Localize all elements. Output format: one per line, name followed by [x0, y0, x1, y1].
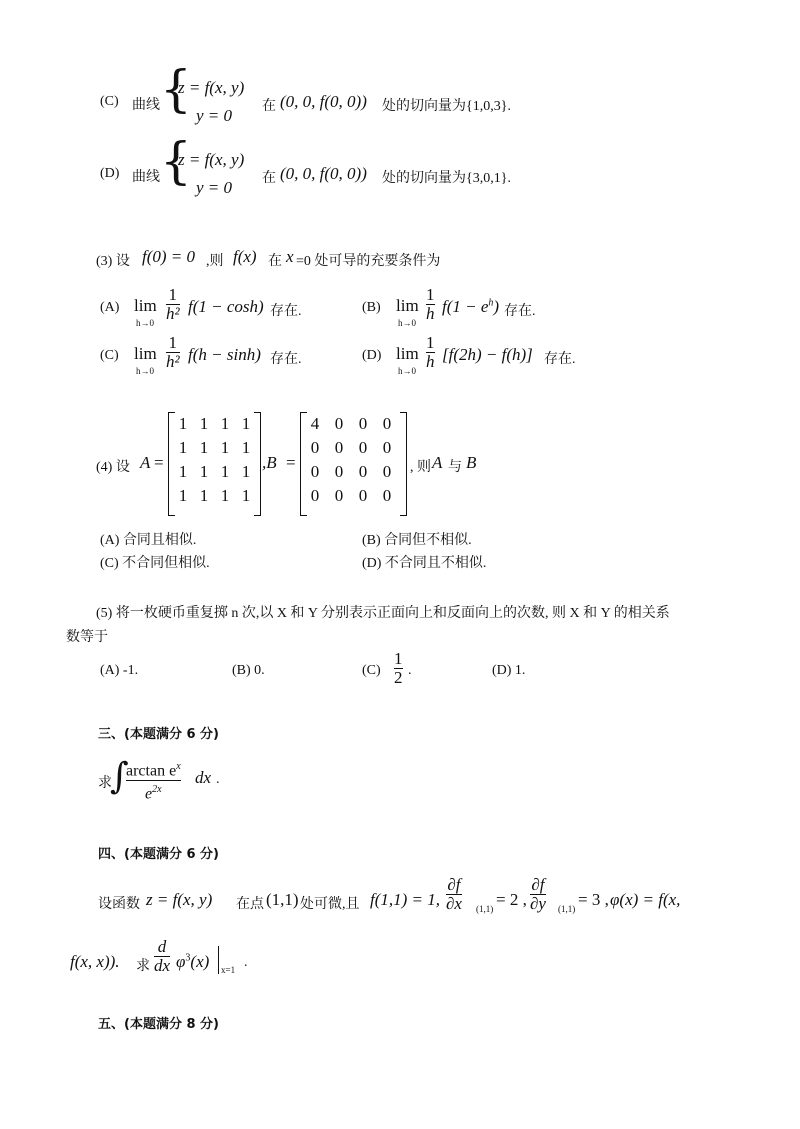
matrix-cell: 0	[334, 438, 344, 457]
matrix-cell: 0	[334, 462, 344, 481]
sec4-l1f: f(1,1) = 1,	[370, 890, 441, 909]
q5-option-b: (B) 0.	[232, 663, 265, 678]
q4-tail: , 则	[410, 460, 431, 475]
q3a-label: (A)	[100, 300, 120, 315]
section-4-title: 四、(本题满分 6 分)	[98, 847, 219, 862]
option-c-label: (C)	[100, 94, 119, 109]
option-c-at: 在	[262, 99, 276, 114]
matrix-cell: 1	[220, 438, 230, 457]
q5-line2: 数等于	[66, 630, 108, 645]
q3b-label: (B)	[362, 300, 381, 315]
matrix-cell: 0	[358, 462, 368, 481]
q3c-body: f(h − sinh)	[188, 345, 261, 364]
q4-eq2: =	[286, 453, 296, 472]
option-c-tail: 处的切向量为{1,0,3}.	[382, 99, 511, 114]
option-c-point: (0, 0, f(0, 0))	[280, 92, 367, 111]
q3d-label: (D)	[362, 348, 382, 363]
sec4-partial-x: $\frac{\partial f}{\partial x}$	[446, 875, 462, 913]
option-d-point: (0, 0, f(0, 0))	[280, 164, 367, 183]
sec4-l2b: 求	[136, 959, 150, 974]
matrix-cell: 0	[358, 486, 368, 505]
option-d-label: (D)	[100, 166, 120, 181]
matrix-cell: 1	[178, 438, 188, 457]
q4-a2: A	[432, 453, 443, 472]
matrix-cell: 0	[334, 486, 344, 505]
option-d-curve: 曲线	[132, 170, 160, 185]
q3a-body: f(1 − cosh)	[188, 297, 264, 316]
matrix-cell: 1	[178, 486, 188, 505]
q3d-tail: 存在.	[544, 352, 576, 367]
integral-sign: ∫	[110, 756, 129, 797]
left-brace: {	[160, 132, 192, 190]
matrix-cell: 1	[220, 414, 230, 433]
matrix-cell: 1	[199, 414, 209, 433]
q3b-lim-sub: h→0	[398, 318, 416, 328]
q3c-label: (C)	[100, 348, 119, 363]
sec4-phi-def: φ(x) = f(x,	[610, 890, 681, 909]
matrix-cell: 1	[220, 462, 230, 481]
q4-eq: =	[154, 453, 164, 472]
sec4-phi-cube: $\varphi^3(x)$	[176, 952, 210, 971]
option-d-eq1: z = f(x, y)	[178, 150, 245, 169]
option-c-eq2: y = 0	[196, 106, 233, 125]
q3b-lim: lim	[396, 296, 419, 315]
q3b-body: $f(1 - e^h)$	[442, 297, 500, 316]
q5-option-d: (D) 1.	[492, 663, 526, 678]
q3-tail: =0 处可导的充要条件为	[296, 254, 441, 269]
sec4-l1e: 处可微,且	[300, 897, 360, 912]
q3-x: x	[286, 247, 294, 266]
sec4-derivative: $\frac{d}{dx}$	[154, 937, 171, 975]
q5-option-c-fraction: $\frac{1}{2}$	[394, 649, 403, 687]
sec3-dx: dx	[195, 768, 212, 787]
sec4-l1a: 设函数	[98, 897, 140, 912]
q4-option-a: (A) 合同且相似.	[100, 533, 197, 548]
matrix-cell: 0	[358, 414, 368, 433]
sec4-l1c: 在点	[236, 897, 264, 912]
left-brace: {	[160, 60, 192, 118]
matrix-cell: 0	[382, 438, 392, 457]
sec4-partial-y-value: = 3 ,	[578, 890, 609, 909]
matrix-cell: 1	[241, 438, 251, 457]
q3b-fraction: $\frac{1}{h}$	[426, 285, 435, 323]
option-d-tail: 处的切向量为{3,0,1}.	[382, 171, 511, 186]
sec4-end: .	[244, 955, 248, 970]
q3d-lim: lim	[396, 344, 419, 363]
matrix-cell: 0	[310, 438, 320, 457]
evaluation-bar	[218, 946, 219, 974]
matrix-cell: 1	[241, 414, 251, 433]
matrix-cell: 0	[382, 486, 392, 505]
sec3-end: .	[216, 772, 220, 787]
q3-at: 在	[268, 254, 282, 269]
sec3-fraction: $\frac{\arctan e^x}{e^{2x}}$	[126, 761, 181, 803]
q3-fx: f(x)	[233, 247, 257, 266]
q3c-lim-sub: h→0	[136, 366, 154, 376]
sec4-l1b: z = f(x, y)	[146, 890, 213, 909]
q5-option-c-label: (C)	[362, 663, 381, 678]
matrix-cell: 1	[199, 438, 209, 457]
section-3-title: 三、(本题满分 6 分)	[98, 727, 219, 742]
matrix-cell: 1	[178, 462, 188, 481]
sec4-partial-y: $\frac{\partial f}{\partial y}$	[530, 875, 546, 913]
matrix-cell: 1	[241, 462, 251, 481]
section-5-title: 五、(本题满分 8 分)	[98, 1017, 219, 1032]
q3a-lim-sub: h→0	[136, 318, 154, 328]
matrix-cell: 1	[241, 486, 251, 505]
sec4-partial-x-sub: (1,1)	[476, 904, 494, 914]
q4-with: 与	[448, 460, 462, 475]
matrix-cell: 1	[178, 414, 188, 433]
matrix-cell: 1	[199, 462, 209, 481]
q3c-fraction: $\frac{1}{\text{h²}}$	[166, 333, 180, 371]
sec4-l2a: f(x, x)).	[70, 952, 120, 971]
q4-prefix: (4) 设	[96, 460, 130, 475]
matrix-cell: 0	[310, 462, 320, 481]
q3d-fraction: $\frac{1}{h}$	[426, 333, 435, 371]
q4-a: A	[140, 453, 151, 472]
q3b-tail: 存在.	[504, 304, 536, 319]
q3-prefix: (3) 设	[96, 254, 130, 269]
sec3-ask: 求	[98, 776, 112, 791]
option-d-eq2: y = 0	[196, 178, 233, 197]
q5-line1: (5) 将一枚硬币重复掷 n 次,以 X 和 Y 分别表示正面向上和反面向上的次数, 则 X 和 Y 的相关系	[96, 606, 670, 621]
q3d-body: [f(2h) − f(h)]	[442, 345, 533, 364]
sec4-partial-x-value: = 2 ,	[496, 890, 527, 909]
q4-b: ,B	[262, 453, 277, 472]
sec4-eval-sub: x=1	[221, 965, 236, 975]
q5-option-c-dot: .	[408, 663, 412, 678]
matrix-cell: 0	[334, 414, 344, 433]
option-c-eq1: z = f(x, y)	[178, 78, 245, 97]
q4-option-d: (D) 不合同且不相似.	[362, 556, 487, 571]
q4-option-b: (B) 合同但不相似.	[362, 533, 472, 548]
matrix-cell: 4	[310, 414, 320, 433]
q3a-tail: 存在.	[270, 304, 302, 319]
q3c-lim: lim	[134, 344, 157, 363]
q4-b2: B	[466, 453, 477, 472]
matrix-cell: 0	[382, 462, 392, 481]
matrix-cell: 0	[382, 414, 392, 433]
q3-mid: ,则	[206, 254, 224, 269]
sec4-l1d: (1,1)	[266, 890, 299, 909]
q5-option-a: (A) -1.	[100, 663, 139, 678]
matrix-b-right-bracket	[400, 412, 407, 516]
q3d-lim-sub: h→0	[398, 366, 416, 376]
sec4-partial-y-sub: (1,1)	[558, 904, 576, 914]
q3a-lim: lim	[134, 296, 157, 315]
q4-option-c: (C) 不合同但相似.	[100, 556, 210, 571]
matrix-cell: 1	[220, 486, 230, 505]
matrix-cell: 0	[310, 486, 320, 505]
q3-condition: f(0) = 0	[142, 247, 196, 266]
option-c-curve: 曲线	[132, 98, 160, 113]
q3c-tail: 存在.	[270, 352, 302, 367]
q3a-fraction: $\frac{1}{\text{h²}}$	[166, 285, 180, 323]
matrix-cell: 0	[358, 438, 368, 457]
option-d-at: 在	[262, 171, 276, 186]
matrix-cell: 1	[199, 486, 209, 505]
